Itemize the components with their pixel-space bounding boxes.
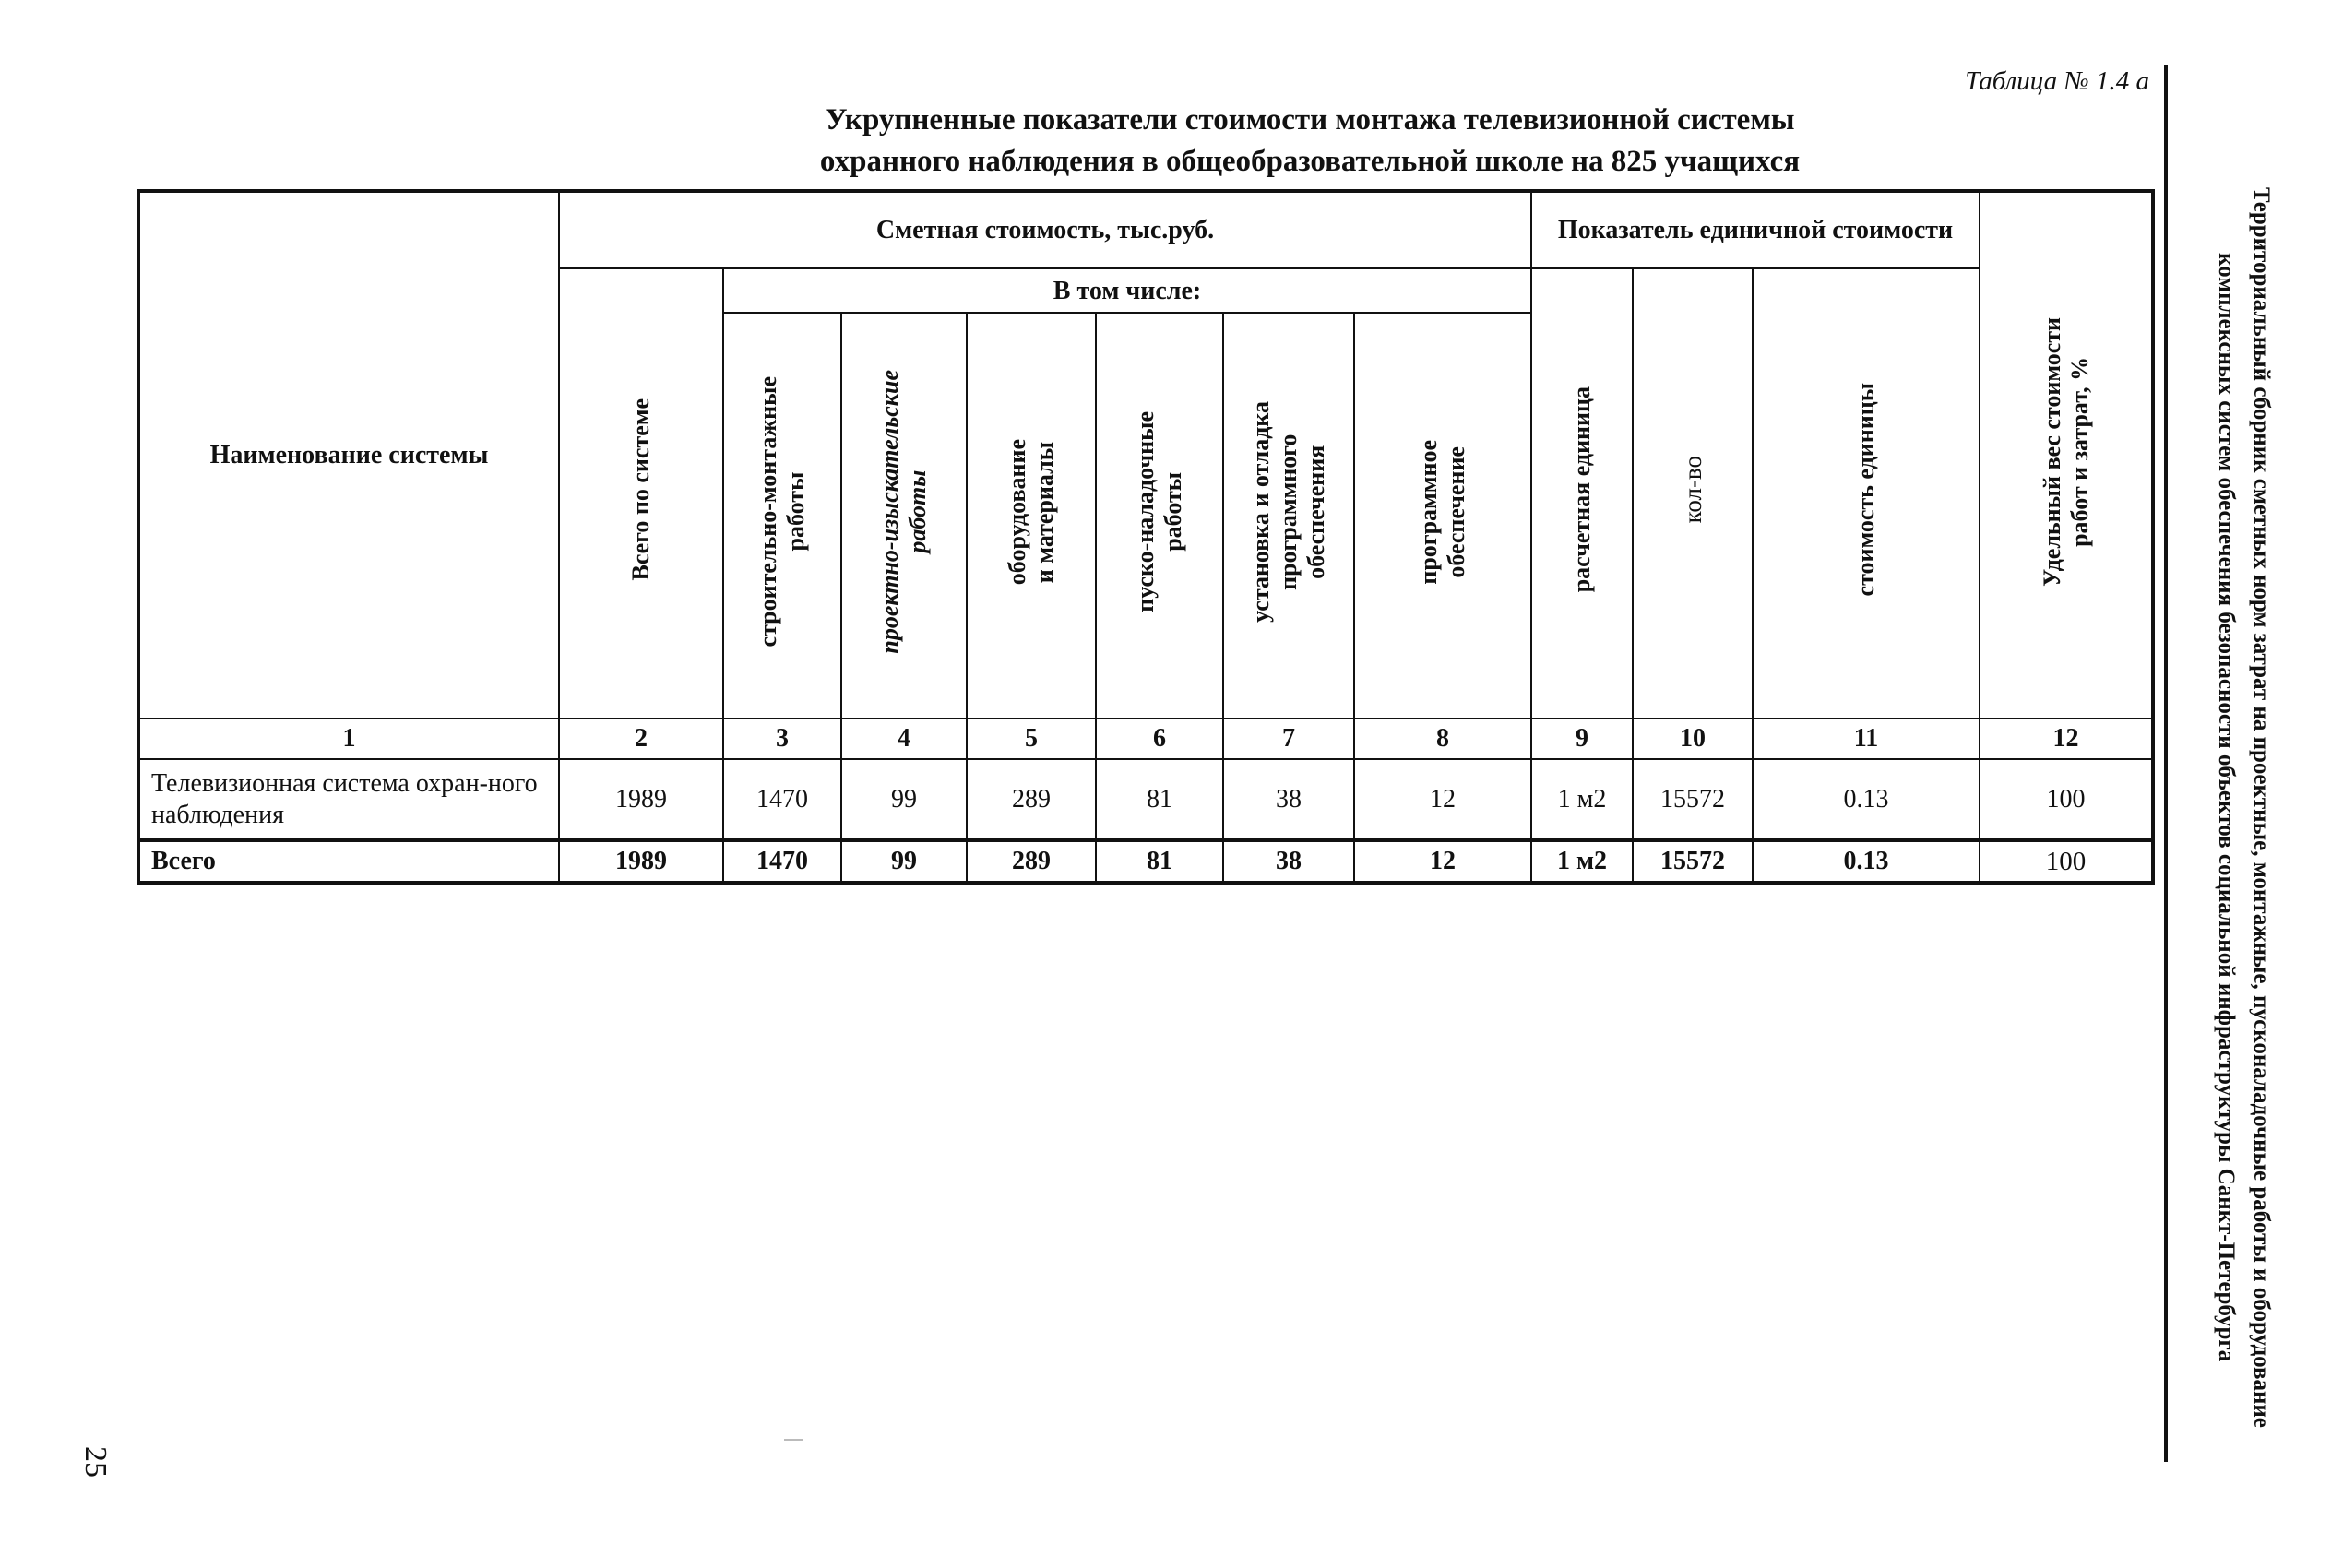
header-name: Наименование системы — [138, 191, 559, 719]
header-equipment-line-2: и материалы — [1031, 441, 1058, 583]
header-total-by-system: Всего по системе — [559, 268, 723, 719]
scan-mark — [784, 1439, 803, 1441]
row-total: 1989 — [559, 759, 723, 840]
column-number-row — [138, 719, 2153, 759]
header-construction — [723, 313, 841, 719]
total-share: 100 — [1980, 840, 2153, 883]
row-design-survey: 99 — [841, 759, 967, 840]
header-including: В том числе: — [723, 268, 1531, 313]
header-construction-line-2: работы — [782, 472, 809, 552]
table-row — [138, 759, 2153, 840]
title-line-1: Укрупненные показатели стоимости монтажа телевизионной системы — [825, 103, 1795, 137]
header-row-1 — [138, 191, 2153, 268]
row-quantity: 15572 — [1633, 759, 1753, 840]
table-number: Таблица № 1.4 а — [1965, 66, 2149, 96]
header-unit-indicator-group: Показатель единичной стоимости — [1531, 191, 1980, 268]
header-share — [1980, 191, 2153, 719]
header-design-survey-line-1: проектно-изыскательские — [876, 370, 903, 654]
column-number: 2 — [559, 719, 723, 759]
total-label: Всего — [138, 840, 559, 883]
row-software-install: 38 — [1223, 759, 1354, 840]
column-number: 3 — [723, 719, 841, 759]
row-unit-cost: 0.13 — [1753, 759, 1980, 840]
header-estimate-group: Сметная стоимость, тыс.руб. — [559, 191, 1531, 268]
side-caption-line-1: Территориальный сборник сметных норм затрат на проектные, монтажные, пусконаладочные работы и оборудование — [2249, 186, 2274, 1428]
header-commissioning-line-2: работы — [1160, 472, 1186, 552]
header-software-line-2: обеспечение — [1443, 445, 1469, 578]
header-software-line-1: программное — [1415, 439, 1442, 585]
side-divider — [2164, 65, 2168, 1462]
column-number: 12 — [1980, 719, 2153, 759]
header-software-install-line-3: обеспечения — [1302, 445, 1329, 579]
column-number: 8 — [1354, 719, 1531, 759]
row-equipment: 289 — [967, 759, 1096, 840]
side-caption — [2195, 161, 2278, 1453]
header-design-survey — [841, 313, 967, 719]
row-calc-unit: 1 м2 — [1531, 759, 1633, 840]
header-commissioning-line-1: пуско-наладочные — [1132, 411, 1159, 612]
column-number: 4 — [841, 719, 967, 759]
cost-table — [137, 189, 2155, 885]
row-construction: 1470 — [723, 759, 841, 840]
total-unit-cost: 0.13 — [1753, 840, 1980, 883]
header-equipment-line-1: оборудование — [1004, 438, 1030, 586]
total-equipment: 289 — [967, 840, 1096, 883]
header-construction-line-1: строительно-монтажные — [755, 376, 781, 647]
header-software-install — [1223, 313, 1354, 719]
page-number: 25 — [78, 1446, 113, 1478]
total-software: 12 — [1354, 840, 1531, 883]
column-number: 6 — [1096, 719, 1223, 759]
column-number: 9 — [1531, 719, 1633, 759]
row-software: 12 — [1354, 759, 1531, 840]
column-number: 5 — [967, 719, 1096, 759]
page-title — [480, 100, 2140, 183]
header-quantity: кол-во — [1633, 268, 1753, 719]
row-commissioning: 81 — [1096, 759, 1223, 840]
header-equipment — [967, 313, 1096, 719]
header-share-line-2: работ и затрат, % — [2065, 356, 2093, 547]
total-software-install: 38 — [1223, 840, 1354, 883]
header-share-line-1: Удельный вес стоимости — [2038, 316, 2065, 587]
side-caption-line-2: комплексных систем обеспечения безопасности объектов социальной инфраструктуры Санкт-Петербурга — [2214, 252, 2239, 1362]
title-line-2: охранного наблюдения в общеобразовательной школе на 825 учащихся — [819, 145, 1801, 178]
row-system-name: Телевизионная система охран-ного наблюдения — [138, 759, 559, 840]
header-unit-cost: стоимость единицы — [1753, 268, 1980, 719]
total-quantity: 15572 — [1633, 840, 1753, 883]
total-calc-unit: 1 м2 — [1531, 840, 1633, 883]
header-calc-unit: расчетная единица — [1531, 268, 1633, 719]
column-number: 11 — [1753, 719, 1980, 759]
header-commissioning — [1096, 313, 1223, 719]
column-number: 1 — [138, 719, 559, 759]
header-software — [1354, 313, 1531, 719]
total-design-survey: 99 — [841, 840, 967, 883]
total-construction: 1470 — [723, 840, 841, 883]
total-commissioning: 81 — [1096, 840, 1223, 883]
header-design-survey-line-2: работы — [904, 470, 931, 553]
header-software-install-line-1: установка и отладка — [1247, 401, 1274, 623]
total-total: 1989 — [559, 840, 723, 883]
column-number: 10 — [1633, 719, 1753, 759]
column-number: 7 — [1223, 719, 1354, 759]
header-software-install-line-2: программного — [1275, 434, 1302, 590]
total-row — [138, 840, 2153, 883]
row-share: 100 — [1980, 759, 2153, 840]
